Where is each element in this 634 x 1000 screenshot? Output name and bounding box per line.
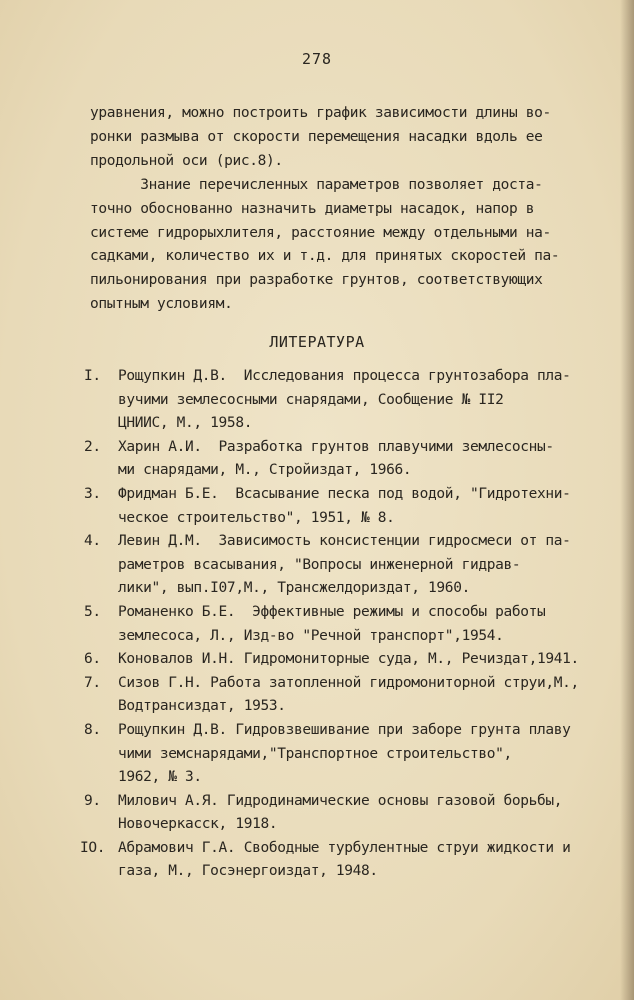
reference-body <box>118 719 624 790</box>
reference-number: 4. <box>84 533 101 550</box>
reference-body <box>118 648 624 672</box>
reference-body <box>118 837 624 884</box>
reference-line: Сизов Г.Н. Работа затопленной гидромониторной струи,М., <box>118 674 579 691</box>
reference-line: газа, М., Госэнергоиздат, 1948. <box>118 863 378 880</box>
reference-line: ми снарядами, М., Стройиздат, 1966. <box>118 462 412 479</box>
reference-line: Абрамович Г.А. Свободные турбулентные струи жидкости и <box>118 839 571 856</box>
paragraph-2-line: системе гидрорыхлителя, расстояние между отдельными на- <box>90 224 551 241</box>
reference-line: Фридман Б.Е. Всасывание песка под водой, "Гидротехни- <box>118 485 571 502</box>
paragraph-2-line: Знание перечисленных параметров позволяет доста- <box>90 177 543 193</box>
references-heading: ЛИТЕРАТУРА <box>269 333 365 351</box>
reference-line: Романенко Б.Е. Эффективные режимы и способы работы <box>118 603 546 620</box>
reference-number: 6. <box>84 651 101 668</box>
reference-body <box>118 790 624 837</box>
reference-line: ческое строительство", 1951, № 8. <box>118 509 395 526</box>
paragraph-1-line: продольной оси (рис.8). <box>90 152 283 169</box>
reference-item <box>84 365 624 436</box>
reference-body <box>118 530 624 601</box>
reference-line: Водтрансиздат, 1953. <box>118 698 286 715</box>
reference-body <box>118 672 624 719</box>
reference-item <box>84 530 624 601</box>
reference-number: 9. <box>84 792 101 809</box>
reference-line: Милович А.Я. Гидродинамические основы газовой борьбы, <box>118 792 563 809</box>
reference-line: Новочеркасск, 1918. <box>118 816 278 833</box>
paragraph-1 <box>90 102 610 173</box>
reference-item <box>84 436 624 483</box>
reference-body <box>118 601 624 648</box>
paragraph-2-line: садками, количество их и т.д. для принятых скоростей па- <box>90 248 560 265</box>
reference-item <box>84 672 624 719</box>
reference-item <box>84 790 624 837</box>
reference-number: I. <box>84 368 101 384</box>
paragraph-2-line: точно обоснованно назначить диаметры насадок, напор в <box>90 200 535 217</box>
reference-line: раметров всасывания, "Вопросы инженерной гидрав- <box>118 556 521 573</box>
paragraph-1-line: уравнения, можно построить график зависимости длины во- <box>90 105 551 121</box>
reference-item <box>80 837 624 884</box>
reference-line: 1962, № 3. <box>118 769 202 786</box>
reference-line: Левин Д.М. Зависимость консистенции гидросмеси от па- <box>118 533 571 550</box>
page-number: 278 <box>301 50 333 68</box>
reference-line: вучими землесосными снарядами, Сообщение № II2 <box>118 391 504 408</box>
reference-number: 8. <box>84 721 101 738</box>
reference-item <box>84 648 624 672</box>
paragraph-1-line: ронки размыва от скорости перемещения насадки вдоль ее <box>90 128 543 145</box>
reference-line: Рощупкин Д.В. Гидровзвешивание при заборе грунта плаву <box>118 721 571 738</box>
reference-body <box>118 436 624 483</box>
reference-item <box>84 601 624 648</box>
reference-number: IO. <box>80 839 106 856</box>
reference-body <box>118 365 624 436</box>
reference-line: землесоса, Л., Изд-во "Речной транспорт",1954. <box>118 627 504 644</box>
reference-line: Рощупкин Д.В. Исследования процесса грунтозабора пла- <box>118 368 571 384</box>
reference-number: 2. <box>84 438 101 455</box>
reference-body <box>118 483 624 530</box>
reference-item <box>84 483 624 530</box>
reference-item <box>84 719 624 790</box>
reference-line: лики", вып.I07,М., Трансжелдориздат, 1960. <box>118 580 470 597</box>
reference-line: Харин А.И. Разработка грунтов плавучими землесосны- <box>118 438 554 455</box>
reference-line: чими земснарядами,"Транспортное строительство", <box>118 745 512 762</box>
reference-number: 5. <box>84 603 101 620</box>
reference-number: 3. <box>84 485 101 502</box>
paragraph-2-line: пильонирования при разработке грунтов, соответствующих <box>90 272 543 289</box>
paragraph-2-line: опытным условиям. <box>90 295 233 312</box>
reference-number: 7. <box>84 674 101 691</box>
reference-line: ЦНИИС, М., 1958. <box>118 415 253 432</box>
paragraph-2 <box>90 174 610 317</box>
reference-line: Коновалов И.Н. Гидромониторные суда, М., Речиздат,1941. <box>118 651 579 668</box>
references-list <box>80 365 624 884</box>
